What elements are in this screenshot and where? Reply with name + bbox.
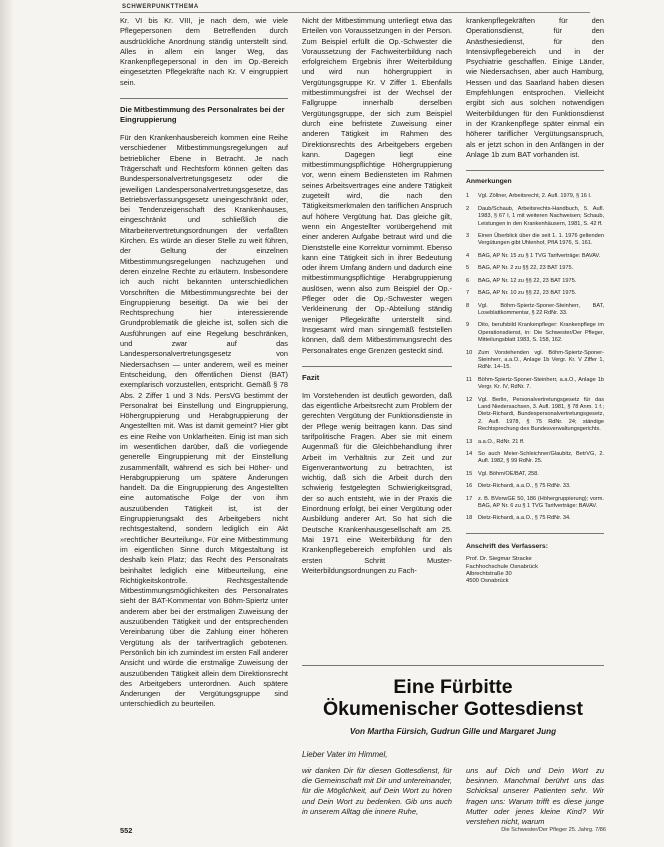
footnote-number: 7 [466,290,470,297]
footnote-text: Zum Vorstehenden vgl. Böhm-Spiertz-Sponer-Steinherr, a.a.O., Anlage 1b Vergr. Kr. V Ziffer 1, RdNr. 14–15. [478,349,604,371]
journal-footer: Die Schwester/Der Pfleger 25. Jahrg. 7/86 [501,827,606,833]
feature-title-line-2: Ökumenischer Gottesdienst [322,698,584,720]
footnote-item [466,265,604,272]
footnote-text: z. B. BVerwGE 50, 186 (Höhergruppierung); vorm. BAG, AP Nr. 6 zu § 1 TVG Tarifverträge: BAVAV. [478,495,604,510]
footnote-number: 14 [466,451,473,458]
footnote-item [466,303,604,318]
address-line: Albrechtstraße 30 [466,570,512,577]
footnote-number: 5 [466,265,470,272]
footnote-number: 6 [466,277,470,284]
footnote-item [466,290,604,297]
footnote-text: BAG, AP Nr. 12 zu §§ 22, 23 BAT 1975. [478,277,577,284]
col3-rule [466,170,604,171]
footnote-item [466,233,604,248]
footnote-text: BAG, AP Nr. 2 zu §§ 22, 23 BAT 1975. [478,265,574,272]
footnote-item [466,439,604,446]
feature-title [302,676,604,720]
fazit-heading: Fazit [302,372,320,382]
footnote-item [466,451,604,466]
footnote-item [466,350,604,372]
footnotes-heading: Anmerkungen [466,178,512,186]
footnote-text: Vgl. Böhm/OE/BAT, 258. [478,470,539,477]
footnote-text: a.a.O., RdNr. 21 ff. [478,438,525,445]
footnote-item [466,471,604,478]
header-rule [120,12,590,13]
footnote-number: 15 [466,470,473,477]
col1-subheading: Die Mitbestimmung des Personalrates bei der Eingruppierung [120,105,285,125]
footnotes-list [466,193,604,522]
section-tag: SCHWERPUNKTTHEMA [122,4,199,10]
fazit-paragraph: Im Vorstehenden ist deutlich geworden, daß das eigentliche Arbeitsrecht zum Problem der gerechten Vergütung der Funktionsdienste in der Pflege wenig beitragen kann. Das sind tarifpolitische Fragen. Aber sie mit einem Augenmaß für die Gleichbehandlung ihrer Arbeit im Verhältnis zur Zeit und zur Eigenverantwortung zu betrachten, ist wichtig, daß sich die Arbeit durch den schwierig festgelegten Schwierigkeitsgrad, der so auch entsteht, wie in der Praxis die Einordnung erfolgt, bei einer Vergütung oder Ausbildung anderer Art. So hat sich die Deutsche Krankenhausgesellschaft am 25. Mai 1971 eine Weiterbildung für den Krankenpflegebereich empfohlen und als ersten Schritt Muster-Weiterbildungsordnungen zu Fach- [302,390,452,575]
footnote-number: 8 [466,302,470,309]
footnote-number: 2 [466,205,470,212]
address-line: 4500 Osnabrück [466,578,509,585]
col3-body-paragraph: krankenpflegekräften für den Operationsdienst, für den Anästhesiedienst, für den Intensivpflegebereich und in der Psychiatrie geschaffen. Einige Länder, wie Niedersachsen, aber auch Hamburg, Hessen und das Saarland haben diesen Empfehlungen entsprochen. Vielleicht ergibt sich aus solchen notwendigen Weiterbildungen für den Funktionsdienst in der Krankenpflege später einmal ein höherer tariflicher Vergütungsanspruch, als er jetzt schon in den Anfängen in der Anlage 1b zum BAT vorhanden ist. [466,16,604,159]
footnote-number: 12 [466,396,473,403]
footnote-item [466,377,604,392]
col1-body-paragraph: Für den Krankenhausbereich kommen eine Reihe verschiedener Mitbestimmungsregelungen auf betrieblicher Ebene in Betracht. Je nach Trägerschaft und Rechtsform können gelten das Bundespersonalvertretungsgesetz oder die jeweiligen Landespersonalvertretungsgesetze, das Betriebsverfassungsgesetz uneingeschränkt oder, bei Tendenzeigenschaft des Krankenhauses, eingeschränkt und schließlich die Mitarbeitervertretungsordnungen der verfaßten Kirchen. Es würde an dieser Stelle zu weit führen, der Geltung der einzelnen Mitbestimmungsregelungen nachzugehen und deren einzelne Rechte zu erläutern. Insbesondere ich auch nicht bekannten unterschiedlichen Vorschriften die Mitbestimmungsrechte bei der Eingruppierung beseitigt. Da wie bei der Rechtsprechung hier interessierende Grundproblematik die gleiche ist, sollen sich die Ausführungen auf eine Regelung beschränken, und zwar auf das Landespersonalvertretungsgesetz von Niedersachsen — unter anderem, weil es meiner Entscheidung, den öffentlichen Dienst (BAT) exemplarisch vorzustellen, entspricht. Gemäß § 78 Abs. 2 Ziffer 1 und 3 Nds. PersVG bestimmt der Personalrat bei Einstellung und Eingruppierung, Höhergruppierung und Herabgruppierung der Angestellten mit. Was ist damit gemeint? Hier gibt es eine Reihe von Unklarheiten. Einig ist man sich im wesentlichen darüber, daß die vorliegende generelle Eingruppierung mit der Einstellung zusammenfällt, während es sich bei Höher- und Herabgruppierung um spätere Änderungen handelt. Da die Eingruppierung des Angestellten eine automatische Folge der von ihm auszuübenden Tätigkeit ist, ist der Eingruppierungsakt des Arbeitgebers nicht rechtsgestaltend, sondern lediglich ein Akt »rechtlicher Beurteilung«. Für eine Mitbestimmung im eigentlichen Sinne durch Mitgestaltung ist deshalb kein Platz; das Recht des Personalrats beinhaltet lediglich eine Mitbeurteilung, eine Richtigkeitskontrolle. Rechtsgestaltende Mitbestimmungsmöglichkeiten des Personalrates sieht der BAT-Kommentar von Böhm-Spiertz unter anderem aber bei der erstmaligen Zuweisung der auszuübenden Tätigkeit und der entsprechenden Vereinbarung über die Zahlung einer höheren Vergütung als der tarifvertraglich gebotenen. Persönlich bin ich zumindest im ersten Fall anderer Ansicht und würde die erstmalige Zuweisung der auszuübenden Tätigkeit allein dem Direktionsrecht des Arbeitgebers unterordnen. Auch spätere Änderungen der Vergütungsgruppe sind unterschiedlich zu beurteilen. [120,133,288,709]
address-line: Fachhochschule Osnabrück [466,563,538,570]
footnote-number: 13 [466,438,473,445]
footnote-item [466,206,604,228]
footnote-text: Dietz-Richardi, a.a.O., § 75 RdNr. 33. [478,483,571,490]
footnote-text: Vgl. Zöllner, Arbeitsrecht, 2. Aufl. 1979, § 16 I. [478,193,592,200]
footnote-number: 3 [466,233,470,240]
footnote-number: 17 [466,495,473,502]
footnote-text: Einen Überblick über die seit 1. 1. 1976 geltenden Vergütungen gibt Uhlenhof, PfIA 1976, S. 161. [478,233,604,247]
feature-rule [302,665,604,666]
footnote-number: 18 [466,515,473,522]
col2-body-paragraph: Nicht der Mitbestimmung unterliegt etwa das Erteilen von Voraussetzungen in der Person. Zum Beispiel erfüllt die Op.-Schwester die Voraussetzung der Fachweiterbildung nach erfolgreichem Ergebnis ihrer Weiterbildung und wird nun höhergruppiert in Vergütungsgruppe Kr. V Ziffer 1. Ebenfalls mitbestimmungsfrei ist der Wechsel der Fallgruppe innerhalb derselben Vergütungsgruppe, der sich zum Beispiel durch eine befristete Zuweisung einer anderen Tätigkeit im Rahmen des Direktionsrechts des Arbeitgebers ergeben kann. Dagegen liegt eine mitbestimmungspflichtige Höhergruppierung vor, wenn einem Bediensteten im Rahmen seines Arbeitsvertrages eine andere Tätigkeit zugeteilt wird, die nach den Tätigkeitsmerkmalen den tariflichen Anspruch auf höhere Vergütung hat. Das gleiche gilt, wenn ein Angestellter vorübergehend mit einer anderen Aufgabe betraut wird und die Dienststelle eine Korrektur vornimmt. Ebenso kann eine Tätigkeit sich in ihrer Bedeutung oder ihrem Umfang ändern und dadurch eine mitbestimmungspflichtige Herabgruppierung auslösen, wenn also zum Beispiel der Op.-Pfleger oder die Op.-Schwester wegen Verkleinerung der Op.-Abteilung ständig weniger Pflegekräfte unterstellt sind. Insgesamt wird man sinngemäß feststellen können, daß dem Mitbestimmungsrecht des Personalrates enge Grenzen gesteckt sind. [302,16,452,355]
footnote-text: BAG, AP Nr. 15 zu § 1 TVG Tarifverträge: BAVAV. [478,252,601,259]
column-1 [120,16,288,813]
author-address-heading: Anschrift des Verfassers: [466,542,548,550]
footnotes [466,177,604,523]
footnote-item [466,515,604,522]
prayer-salutation: Lieber Vater im Himmel, [302,750,388,759]
footnote-item [466,483,604,490]
col3-rule-2 [466,533,604,534]
prayer-text-right: uns auf Dich und Dein Wort zu besinnen. Manchmal berührt uns das Schicksal unserer Patienten sehr. Wir fragen uns: Warum trifft es diese junge Mutter oder jenes kleine Kind? Wir verstehen nicht, warum [466,766,604,827]
footnote-text: So auch Meier-Schleichner/Glaubitz, BetrVG, 2. Aufl. 1982, § 99 RdNr. 25. [478,451,604,465]
page-number: 552 [120,826,133,835]
footnote-text: Dietz-Richardi, a.a.O., § 75 RdNr. 34. [478,515,571,522]
address-line: Prof. Dr. Siegmar Stracke [466,556,532,563]
author-address [466,542,604,586]
footnote-text: Vgl. Berlin, Personalvertretungsgesetz für das Land Niedersachsen, 3. Aufl. 1981, § 78 Anm. 1 f.; Dietz-Richardi, Bundespersonalvertretungsgesetz, 2. Aufl. 1978, § 75 RdNr. 24; ständige Rechtsprechung des Bundesverwaltungsgerichts. [478,396,604,433]
footnote-number: 1 [466,193,470,200]
footnote-item [466,322,604,344]
page-gutter-shadow [0,0,14,847]
footnote-number: 10 [466,349,473,356]
footnote-text: Daub/Schaub, Arbeitsrechts-Handbuch, 5. Aufl. 1983, § 67 I, 1 mit weiteren Nachweisen; Schaub, Leistungen in den Krankenhäusern, 1981, S. 42 ff. [478,205,604,227]
prayer-text-left: wir danken Dir für diesen Gottesdienst, für die Gemeinschaft mit Dir und untereinander, für die Möglichkeit, auf Dein Wort zu hören und Dein Wort zu bedenken. Gib uns auch in unserem Alltag die innere Ruhe, [302,766,452,816]
footnote-item [466,278,604,285]
footnote-number: 9 [466,322,470,329]
feature-title-line-1: Eine Fürbitte [393,676,513,698]
footnote-text: Dito, berufsbild Krankenpfleger: Krankenpflege im Operationsdienst, in: Die Schwester/Der Pfleger, Mitteilungsblatt 1983, S. 158, 162. [478,322,604,344]
feature-authors: Von Martha Fürsich, Gudrun Gille und Margaret Jung [349,727,557,736]
col1-rule [120,98,288,99]
footnote-item [466,193,604,200]
footnote-text: Böhm-Spiertz-Sponer-Steinherr, a.a.O., Anlage 1b Vergr. Kr. IV, RdNr. 7. [478,376,604,391]
footnote-number: 16 [466,483,473,490]
col1-intro-paragraph: Kr. VI bis Kr. VIII, je nach dem, wie viele Pflegepersonen dem Betreffenden durch ausdrückliche Anordnung ständig unterstellt sind. Alles in allem ein langer Weg, das Krankenpflegepersonal in den im Op.-Bereich eingesetzten Pflegekräfte nach Kr. V eingruppiert sein. [120,16,288,87]
footnote-text: BAG, AP Nr. 10 zu §§ 22, 23 BAT 1975. [478,290,577,297]
footnote-item [466,253,604,260]
footnote-number: 4 [466,252,470,259]
col2-rule [302,366,452,367]
footnote-item [466,397,604,434]
footnote-item [466,496,604,511]
footnote-number: 11 [466,376,472,383]
footnote-text: Vgl. Böhm-Spiertz-Sponer-Steinherr, BAT, Loseblattkommentar, § 22 RdNr. 33. [478,302,604,316]
